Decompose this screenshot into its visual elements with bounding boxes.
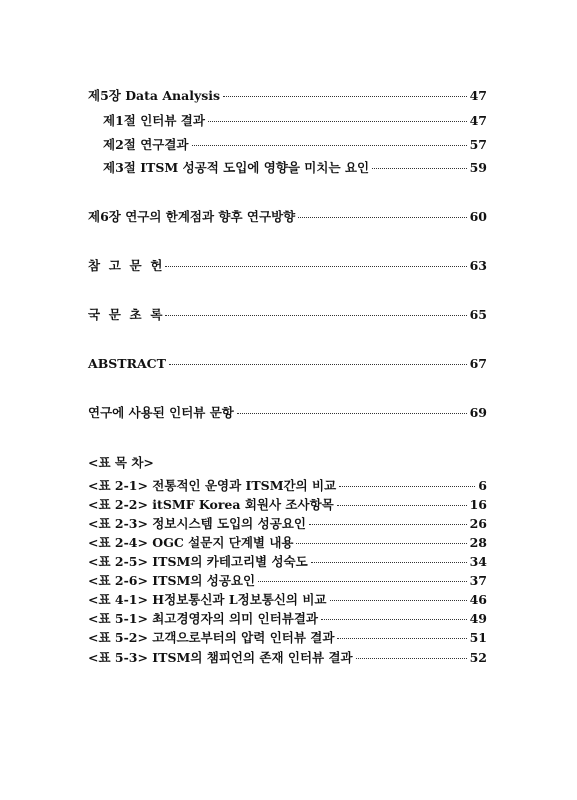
table-entry-label: <표 2-1> 전통적인 운영과 ITSM간의 비교: [88, 478, 337, 493]
toc-entry-label: 국 문 초 록: [88, 307, 163, 322]
toc-entry-chapter5: [88, 88, 487, 104]
leader-dots: [330, 599, 467, 601]
leader-dots: [237, 412, 467, 414]
toc-entry-label: 제2절 연구결과: [103, 137, 189, 152]
table-entry-label: <표 5-1> 최고경영자의 의미 인터뷰결과: [88, 611, 318, 626]
table-entry-page: 51: [469, 630, 487, 645]
toc-entry-references: [88, 258, 487, 274]
toc-entry-chapter6: [88, 209, 487, 225]
leader-dots: [169, 363, 467, 365]
leader-dots: [258, 580, 467, 582]
toc-entry-label: 제3절 ITSM 성공적 도입에 영향을 미치는 요인: [103, 160, 370, 175]
leader-dots: [298, 216, 466, 218]
toc-entry-page: 47: [469, 88, 487, 103]
table-entry: [88, 535, 487, 551]
table-entry: [88, 592, 487, 608]
toc-entry-page: 67: [469, 356, 487, 371]
table-entry: [88, 554, 487, 570]
toc-entry-label: 참 고 문 헌: [88, 258, 163, 273]
table-entry-page: 52: [469, 650, 487, 665]
toc-entry-page: 65: [469, 307, 487, 322]
leader-dots: [337, 637, 466, 639]
toc-entry-page: 69: [469, 405, 487, 420]
table-entry: [88, 573, 487, 589]
toc-entry-page: 59: [469, 160, 487, 175]
toc-entry-korean-abstract: [88, 307, 487, 323]
table-entry-label: <표 2-3> 정보시스템 도입의 성공요인: [88, 516, 306, 531]
toc-entry-page: 57: [469, 137, 487, 152]
table-entry-page: 26: [469, 516, 487, 531]
table-entry-page: 37: [469, 573, 487, 588]
toc-entry-abstract: [88, 356, 487, 372]
toc-entry-page: 63: [469, 258, 487, 273]
toc-entry-page: 60: [469, 209, 487, 224]
table-entry: [88, 516, 487, 532]
leader-dots: [337, 504, 467, 506]
leader-dots: [372, 167, 467, 169]
table-entry-label: <표 4-1> H정보통신과 L정보통신의 비교: [88, 592, 327, 607]
toc-entry-section1: [103, 113, 487, 129]
toc-entry-label: 연구에 사용된 인터뷰 문항: [88, 405, 234, 420]
table-entry: [88, 630, 487, 646]
table-entry-label: <표 5-2> 고객으로부터의 압력 인터뷰 결과: [88, 630, 335, 645]
table-entry: [88, 650, 487, 666]
table-entry-label: <표 2-2> itSMF Korea 회원사 조사항목: [88, 497, 334, 512]
toc-entry-interview-questions: [88, 405, 487, 421]
leader-dots: [309, 523, 467, 525]
table-entry: [88, 611, 487, 627]
leader-dots: [223, 95, 467, 97]
leader-dots: [296, 542, 466, 544]
leader-dots: [321, 618, 467, 620]
table-entry-label: <표 2-4> OGC 설문지 단계별 내용: [88, 535, 294, 550]
toc-entry-label: 제5장 Data Analysis: [88, 88, 221, 103]
table-entry-page: 28: [469, 535, 487, 550]
leader-dots: [339, 485, 475, 487]
leader-dots: [165, 314, 466, 316]
table-entry-page: 16: [469, 497, 487, 512]
table-entry: [88, 478, 487, 494]
table-entry-page: 46: [469, 592, 487, 607]
toc-entry-label: 제6장 연구의 한계점과 향후 연구방향: [88, 209, 296, 224]
table-entry-label: <표 5-3> ITSM의 챔피언의 존재 인터뷰 결과: [88, 650, 353, 665]
table-entry-page: 34: [469, 554, 487, 569]
table-entry-label: <표 2-5> ITSM의 카테고리별 성숙도: [88, 554, 308, 569]
toc-entry-section3: [103, 160, 487, 176]
table-entry-page: 6: [478, 478, 487, 493]
toc-entry-page: 47: [469, 113, 487, 128]
leader-dots: [208, 120, 467, 122]
leader-dots: [192, 144, 467, 146]
table-entry: [88, 497, 487, 513]
tables-heading: <표 목 차>: [88, 455, 154, 470]
table-entry-page: 49: [469, 611, 487, 626]
leader-dots: [356, 657, 467, 659]
leader-dots: [165, 265, 466, 267]
table-entry-label: <표 2-6> ITSM의 성공요인: [88, 573, 256, 588]
toc-entry-label: 제1절 인터뷰 결과: [103, 113, 205, 128]
leader-dots: [311, 561, 467, 563]
toc-entry-label: ABSTRACT: [88, 356, 166, 371]
toc-entry-section2: [103, 137, 487, 153]
